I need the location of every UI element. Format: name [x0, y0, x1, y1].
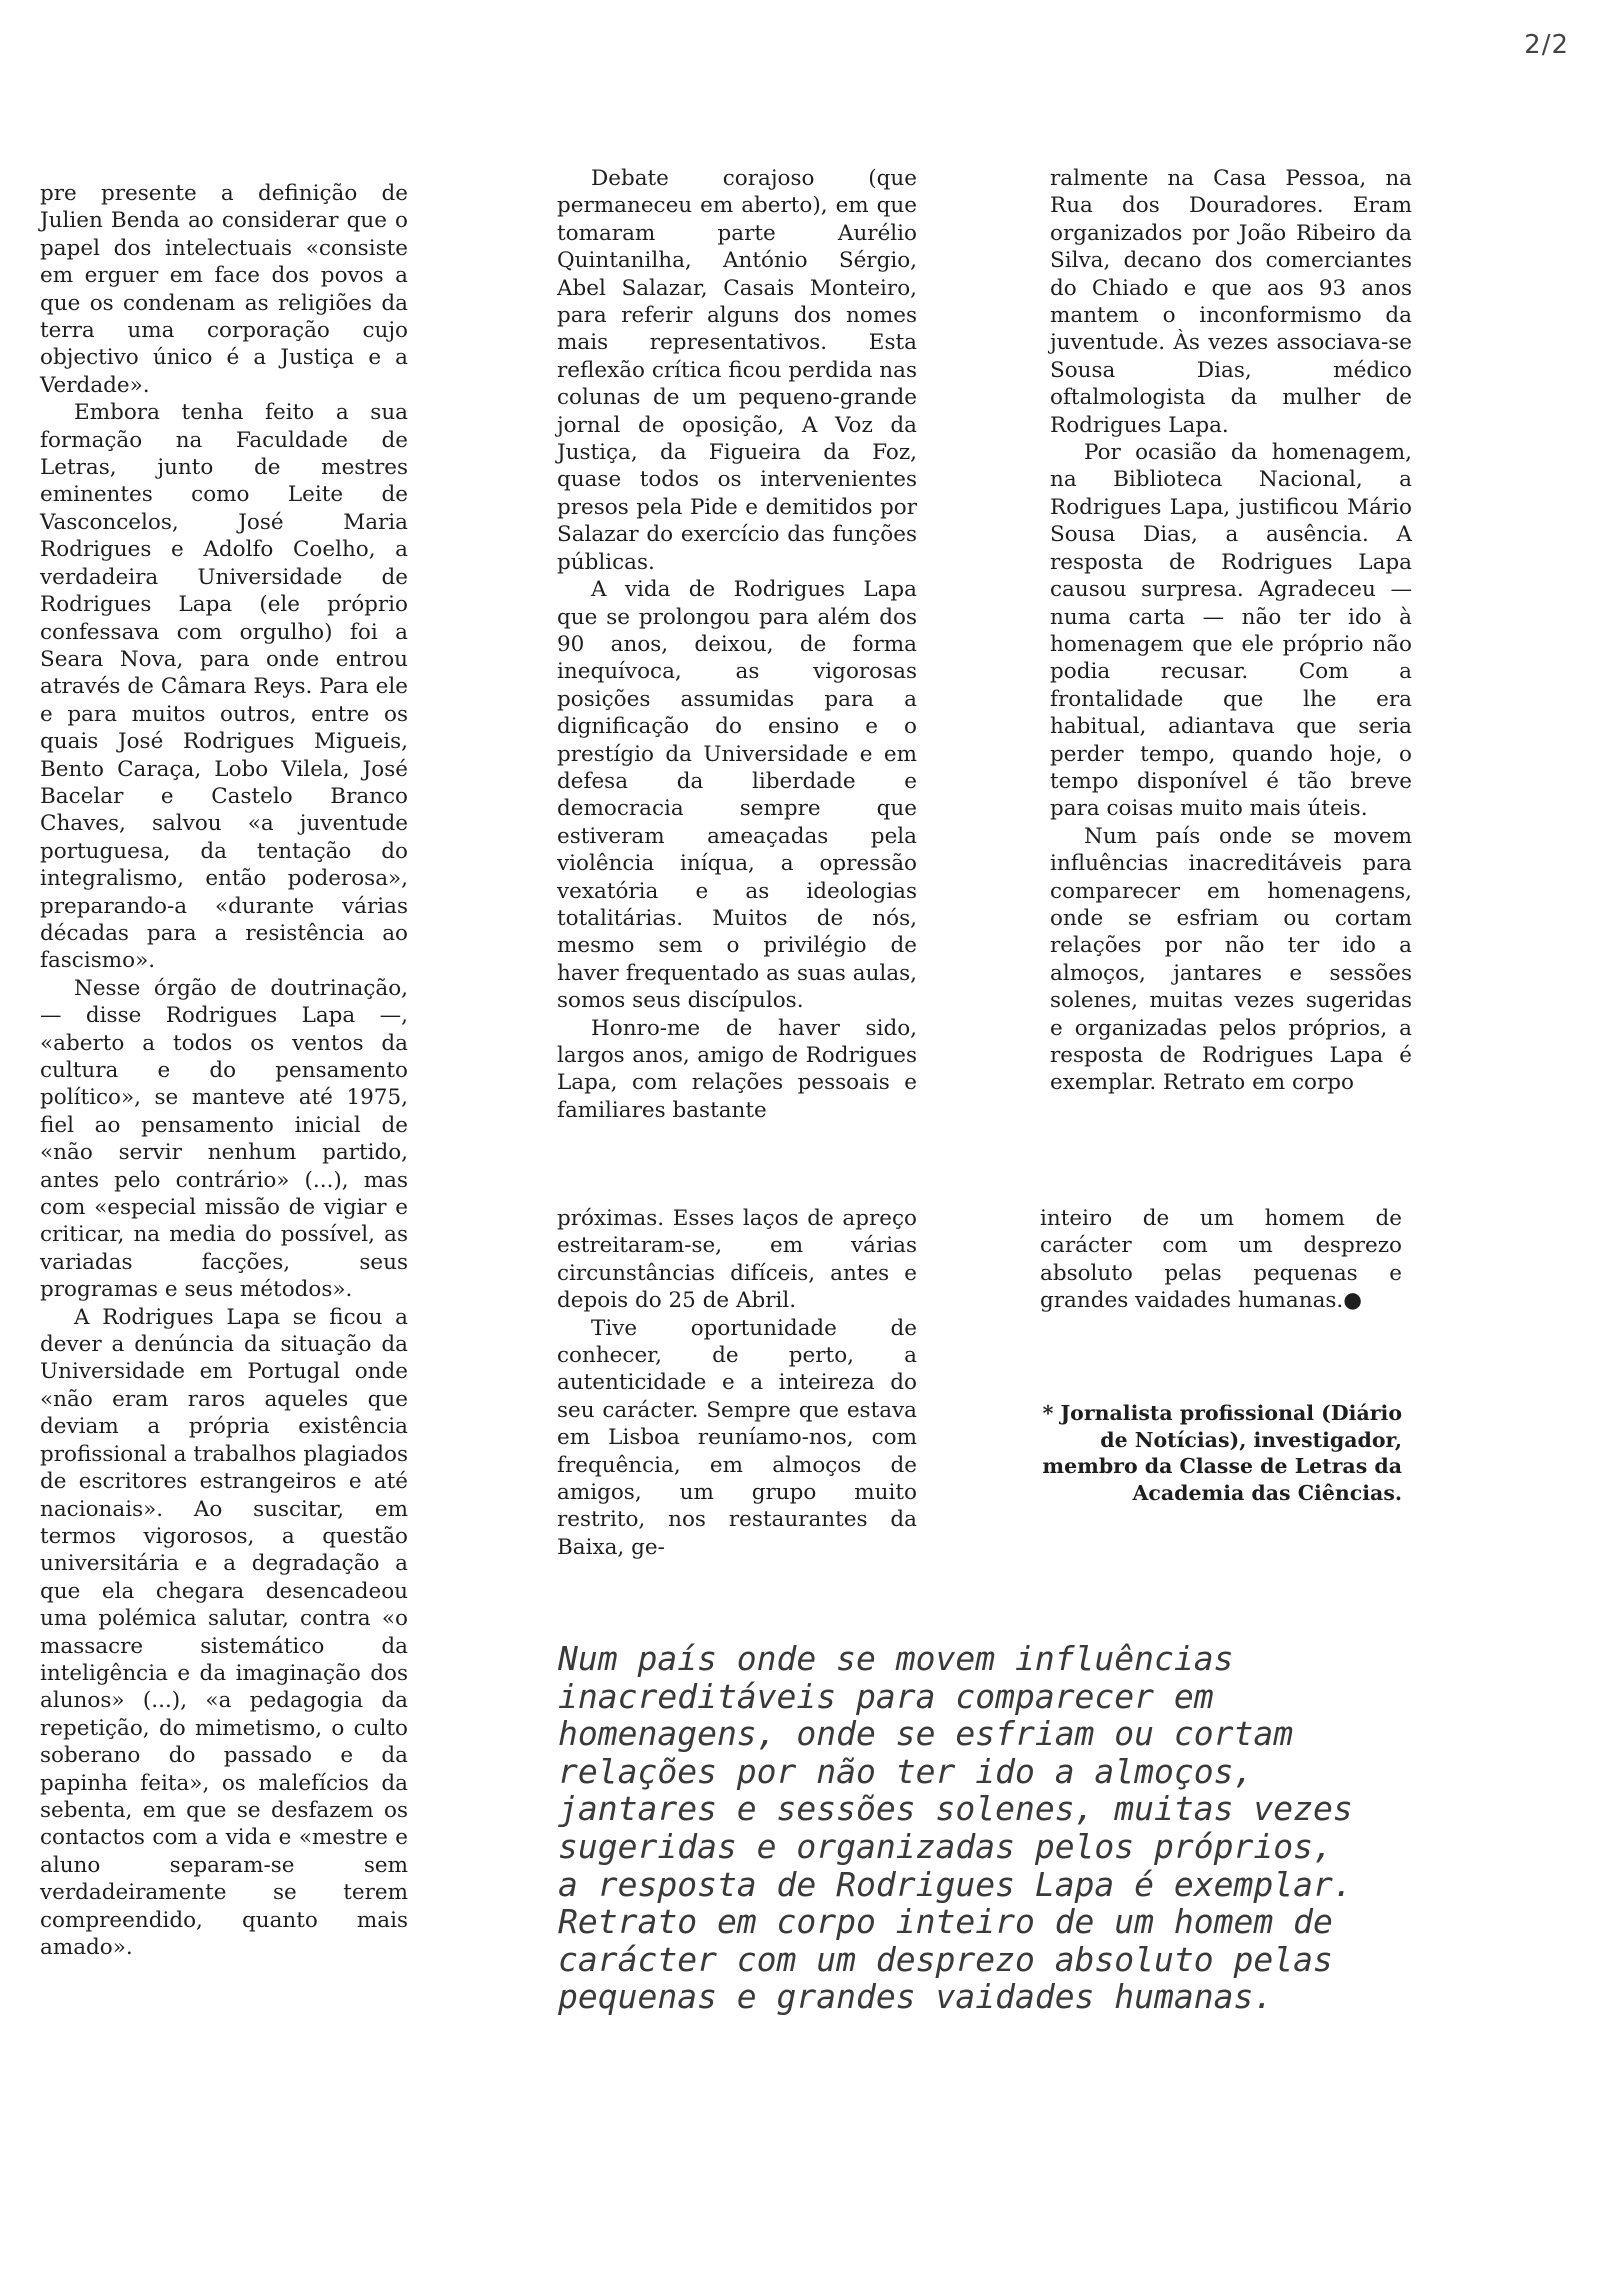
paragraph: inteiro de um homem de carácter com um desprezo absoluto pelas pequenas e grandes vaidades humanas.● — [1040, 1206, 1402, 1314]
paragraph: Tive oportunidade de conhecer, de perto, a autenticidade e a inteireza do seu carácter. Sempre que estava em Lisboa reuníamo-nos, com frequência, em almoços de amigos, um grupo muito restrito, nos restaurantes da Baixa, ge- — [557, 1315, 917, 1560]
pull-quote: Num país onde se movem influências inacreditáveis para comparecer em homenagens, onde se esfriam ou cortam relações por não ter ido a almoços, jantares e sessões solenes, muitas vezes sugeridas e organizadas pelos próprios, a resposta de Rodrigues Lapa é exemplar. Retrato em corpo inteiro de um homem de carácter com um desprezo absoluto pelas pequenas e grandes vaidades humanas. — [558, 1639, 1353, 2017]
author-byline: * Jornalista profissional (Diário de Notícias), investigador, membro da Classe de Letras da Academia das Ciências. — [1042, 1401, 1402, 1505]
paragraph: A vida de Rodrigues Lapa que se prolongou para além dos 90 anos, deixou, de forma inequívoca, as vigorosas posições assumidas para a dignificação do ensino e o prestígio da Universidade e em defesa da liberdade e democracia sempre que estiveram ameaçadas pela violência iníqua, a opressão vexatória e as ideologias totalitárias. Muitos de nós, mesmo sem o privilégio de haver frequentado as suas aulas, somos seus discípulos. — [557, 577, 917, 1014]
article-column-3-top — [1050, 165, 1412, 1097]
paragraph: Debate corajoso (que permaneceu em aberto), em que tomaram parte Aurélio Quintanilha, António Sérgio, Abel Salazar, Casais Monteiro, para referir alguns dos nomes mais representativos. Esta reflexão crítica ficou perdida nas colunas de um pequeno-grande jornal de oposição, A Voz da Justiça, da Figueira da Foz, quase todos os intervenientes presos pela Pide e demitidos por Salazar do exercício das funções públicas. — [557, 166, 917, 575]
paragraph: ralmente na Casa Pessoa, na Rua dos Douradores. Eram organizados por João Ribeiro da Silva, decano dos comerciantes do Chiado e que aos 93 anos mantem o inconformismo da juventude. Às vezes associava-se Sousa Dias, médico oftalmologista da mulher de Rodrigues Lapa. — [1050, 166, 1412, 438]
paragraph: pre presente a definição de Julien Benda ao considerar que o papel dos intelectuais «consiste em erguer em face dos povos a que os condenam as religiões da terra uma corporação cujo objectivo único é a Justiça e a Verdade». — [40, 181, 408, 398]
article-column-1 — [40, 180, 408, 1961]
paragraph: Num país onde se movem influências inacreditáveis para comparecer em homenagens, onde se esfriam ou cortam relações por não ter ido a almoços, jantares e sessões solenes, muitas vezes sugeridas e organizadas pelos próprios, a resposta de Rodrigues Lapa é exemplar. Retrato em corpo — [1050, 823, 1412, 1096]
paragraph: Honro-me de haver sido, largos anos, amigo de Rodrigues Lapa, com relações pessoais e familiares bastante — [557, 1015, 917, 1123]
paragraph: Nesse órgão de doutrinação, — disse Rodrigues Lapa —, «aberto a todos os ventos da cultura e do pensamento político», se manteve até 1975, fiel ao pensamento inicial de «não servir nenhum partido, antes pelo contrário» (...), mas com «especial missão de vigiar e criticar, na media do possível, as variadas facções, seus programas e seus métodos». — [40, 975, 408, 1303]
page-number: 2/2 — [1524, 30, 1569, 60]
article-column-2-top — [557, 165, 917, 1124]
article-column-2-bottom — [557, 1205, 917, 1561]
paragraph: Embora tenha feito a sua formação na Faculdade de Letras, junto de mestres eminentes como Leite de Vasconcelos, José Maria Rodrigues e Adolfo Coelho, a verdadeira Universidade de Rodrigues Lapa (ele próprio confessava com orgulho) foi a Seara Nova, para onde entrou através de Câmara Reys. Para ele e para muitos outros, entre os quais José Rodrigues Migueis, Bento Caraça, Lobo Vilela, José Bacelar e Castelo Branco Chaves, salvou «a juventude portuguesa, da tentação do integralismo, então poderosa», preparando-a «durante várias décadas para a resistência ao fascismo». — [40, 400, 408, 974]
paragraph: A Rodrigues Lapa se ficou a dever a denúncia da situação da Universidade em Portugal onde «não eram raros aqueles que deviam a própria existência profissional a trabalhos plagiados de escritores estrangeiros e até nacionais». Ao suscitar, em termos vigorosos, a questão universitária e a degradação a que ela chegara desencadeou uma polémica salutar, contra «o massacre sistemático da inteligência e da imaginação dos alunos» (...), «a pedagogia da repetição, do mimetismo, o culto soberano do passado e da papinha feita», os malefícios da sebenta, em que se desfazem os contactos com a vida e «mestre e aluno separam-se sem verdadeiramente se terem compreendido, quanto mais amado». — [40, 1304, 408, 1960]
article-column-3-bottom — [1040, 1205, 1402, 1315]
paragraph: próximas. Esses laços de apreço estreitaram-se, em várias circunstâncias difíceis, antes e depois do 25 de Abril. — [557, 1206, 917, 1314]
paragraph: Por ocasião da homenagem, na Biblioteca Nacional, a Rodrigues Lapa, justificou Mário Sousa Dias, a ausência. A resposta de Rodrigues Lapa causou surpresa. Agradeceu — numa carta — não ter ido à homenagem que ele próprio não podia recusar. Com a frontalidade que lhe era habitual, adiantava que seria perder tempo, quando hoje, o tempo disponível é tão breve para coisas muito mais úteis. — [1050, 440, 1412, 822]
